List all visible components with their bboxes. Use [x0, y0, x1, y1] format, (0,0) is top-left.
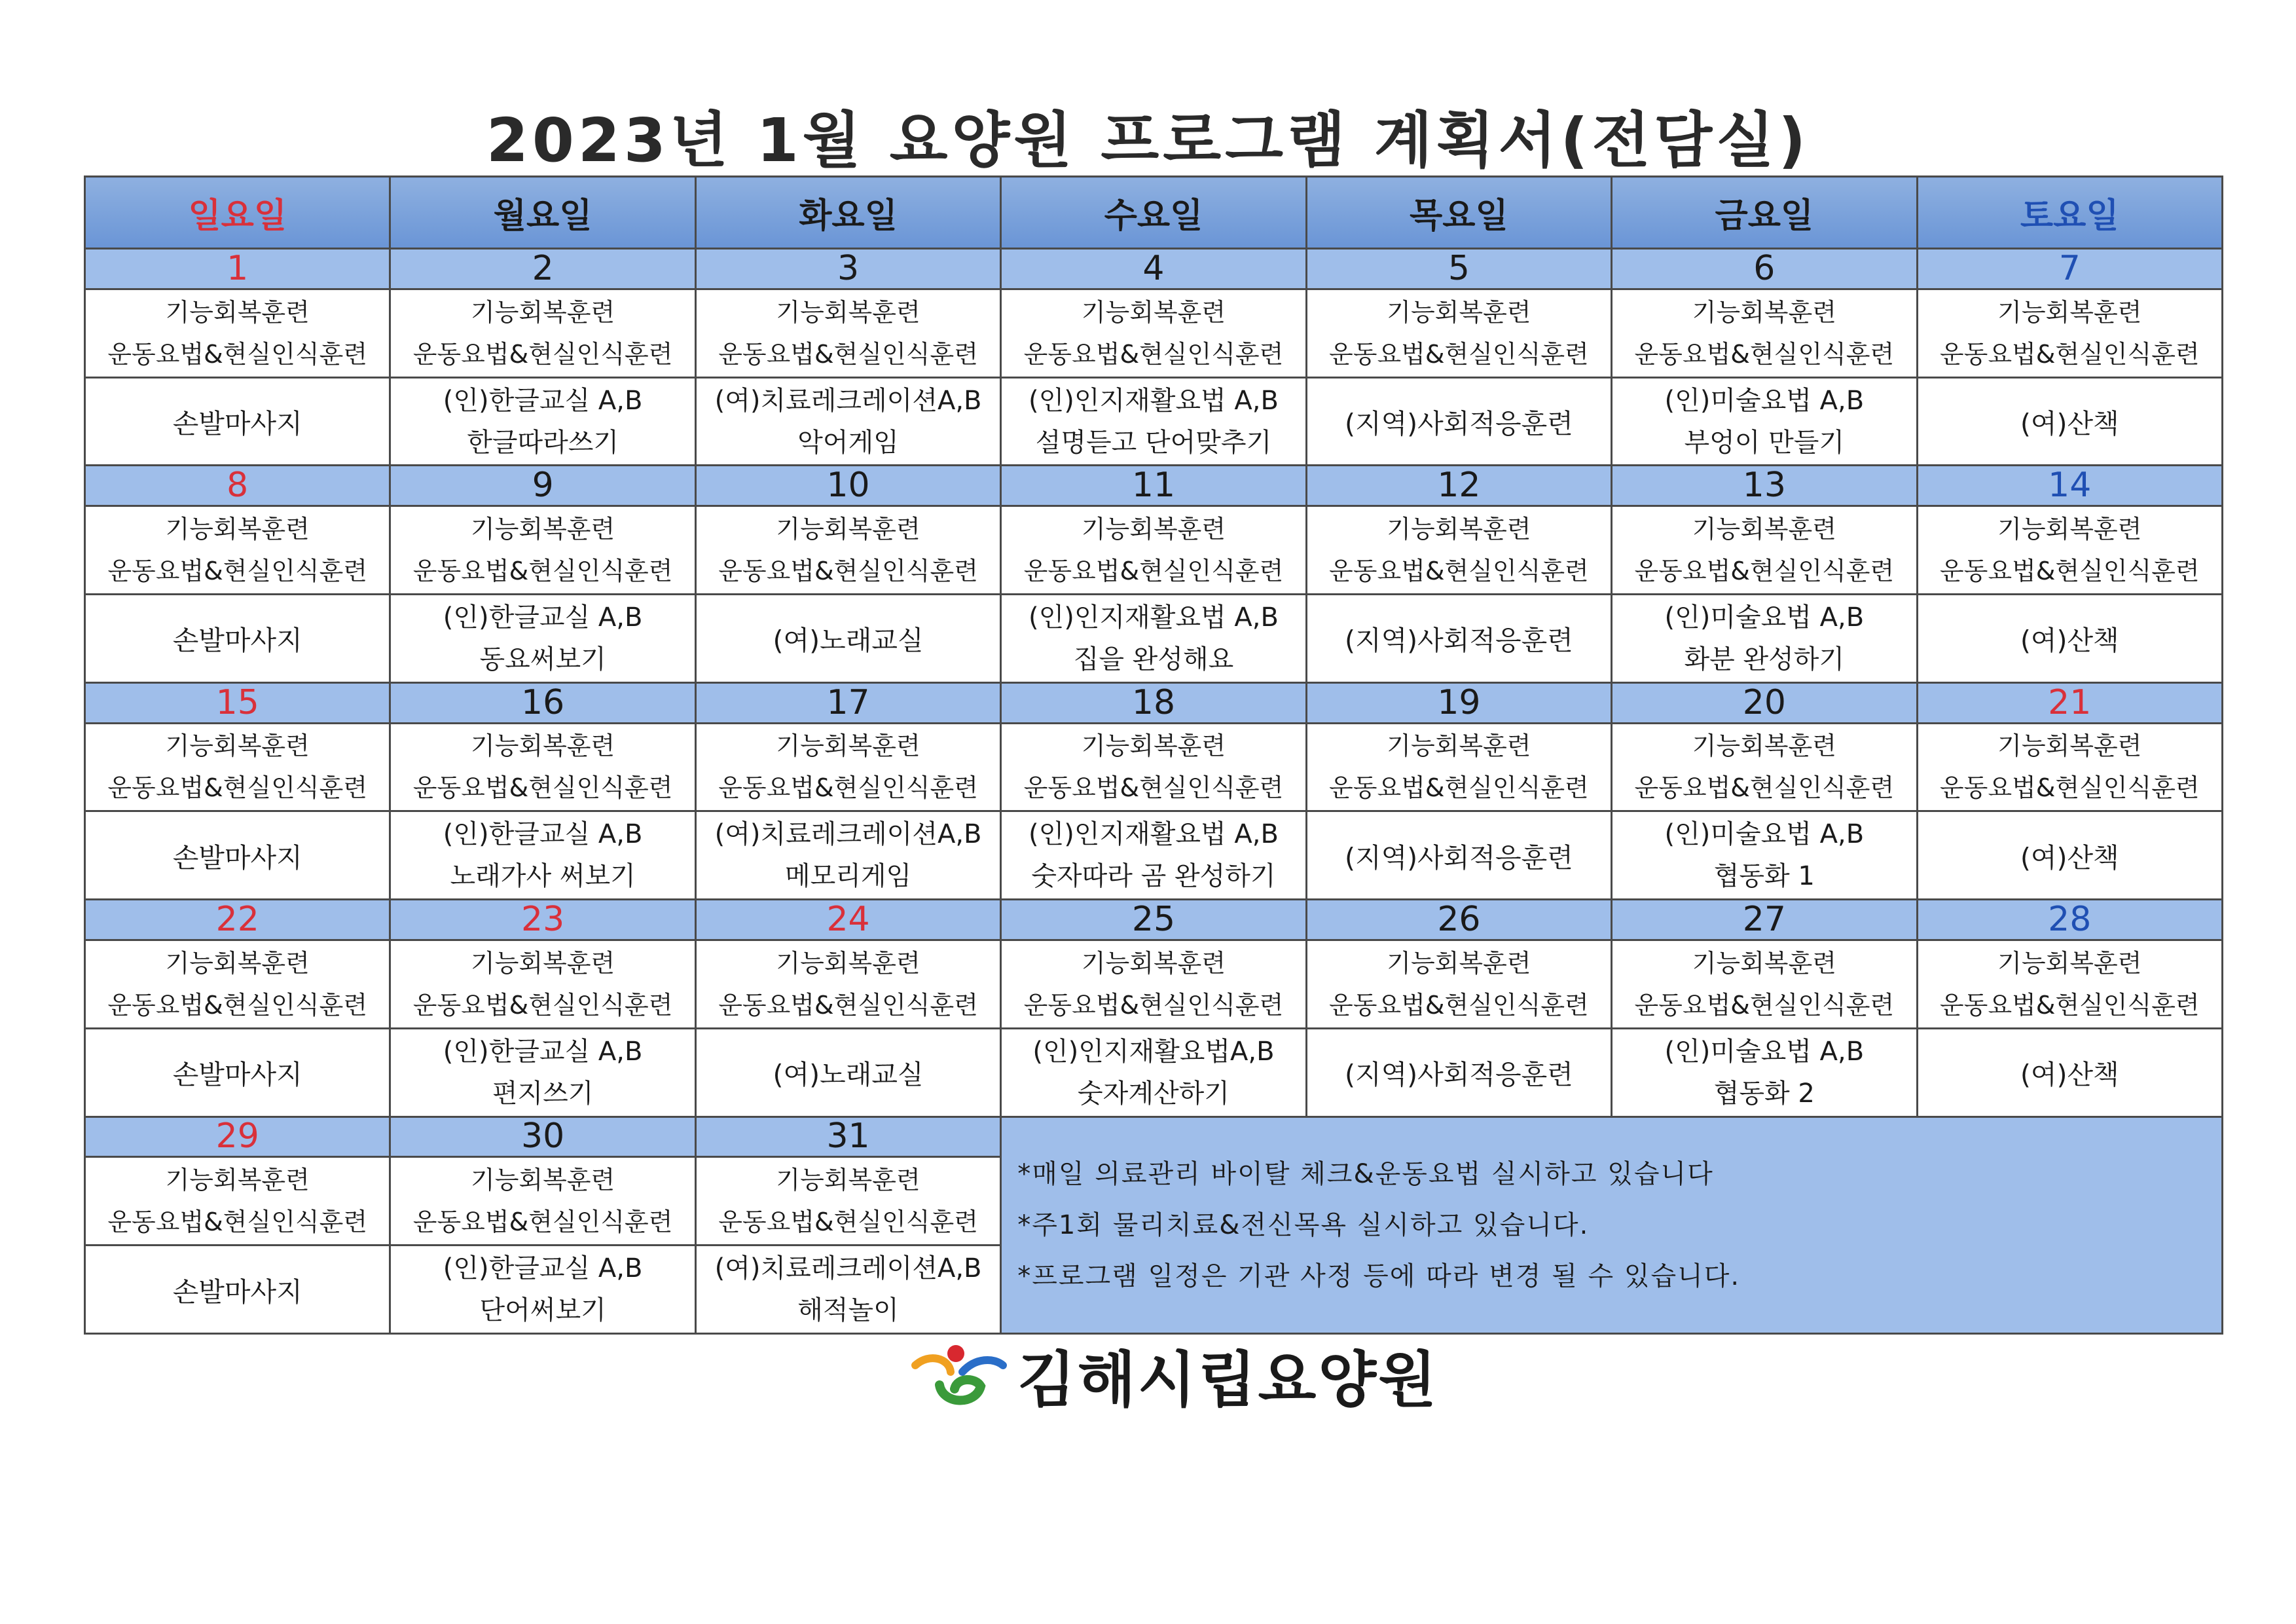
- date-number: 3: [695, 249, 1000, 289]
- common-program-cell: [1612, 723, 1917, 811]
- program-line: 운동요법&현실인식훈련: [1634, 990, 1895, 1020]
- common-program-cell: [1001, 940, 1306, 1028]
- date-number: 29: [85, 1116, 390, 1157]
- program-line: 운동요법&현실인식훈련: [107, 557, 368, 586]
- program-line: 운동요법&현실인식훈련: [1023, 339, 1284, 369]
- common-program-cell: [1001, 289, 1306, 377]
- program-line: 운동요법&현실인식훈련: [1329, 339, 1589, 369]
- date-number: 24: [695, 900, 1000, 940]
- program-title: (인)한글교실 A,B: [443, 1253, 643, 1284]
- date-number: 10: [695, 466, 1000, 506]
- program-line: 기능회복훈련: [1081, 731, 1226, 761]
- note-line: *주1회 물리치료&전신목욕 실시하고 있습니다.: [1017, 1209, 1590, 1240]
- program-cell: [85, 377, 390, 466]
- program-line: 기능회복훈련: [471, 948, 615, 978]
- date-number: 14: [1917, 466, 2222, 506]
- common-program-cell: [1612, 289, 1917, 377]
- program-detail: 협동화 2: [1713, 1078, 1815, 1109]
- date-number: 17: [695, 682, 1000, 723]
- program-title: (지역)사회적응훈련: [1344, 408, 1573, 440]
- program-cell: [390, 377, 695, 466]
- common-program-cell: [695, 723, 1000, 811]
- common-program-cell: [390, 506, 695, 595]
- program-line: 기능회복훈련: [165, 1166, 310, 1195]
- program-cell: [1612, 377, 1917, 466]
- program-title: (인)인지재활요법 A,B: [1029, 602, 1279, 633]
- date-number: 19: [1306, 682, 1611, 723]
- program-line: 운동요법&현실인식훈련: [1939, 339, 2200, 369]
- date-number: 18: [1001, 682, 1306, 723]
- date-number: 8: [85, 466, 390, 506]
- program-title: (여)산책: [2020, 408, 2119, 440]
- footer: [910, 1339, 1439, 1415]
- program-line: 운동요법&현실인식훈련: [1634, 557, 1895, 586]
- common-program-cell: [1917, 940, 2222, 1028]
- date-row: [85, 900, 2223, 940]
- program-title: (인)미술요법 A,B: [1664, 385, 1865, 416]
- program-cell: [695, 377, 1000, 466]
- program-line: 운동요법&현실인식훈련: [718, 990, 978, 1020]
- program-title: (인)미술요법 A,B: [1664, 602, 1865, 633]
- program-detail: 편지쓰기: [492, 1078, 594, 1109]
- page-title: 2023년 1월 요양원 프로그램 계획서(전담실): [486, 105, 1810, 175]
- weekday-header: 목요일: [1306, 177, 1611, 249]
- program-line: 운동요법&현실인식훈련: [1634, 339, 1895, 369]
- common-program-row: [85, 506, 2223, 595]
- program-cell: [1917, 595, 2222, 683]
- program-title: (인)한글교실 A,B: [443, 1036, 643, 1067]
- common-program-cell: [695, 289, 1000, 377]
- program-title: (여)치료레크레이션A,B: [714, 385, 982, 416]
- common-program-row: [85, 940, 2223, 1028]
- program-detail: 집을 완성해요: [1073, 644, 1234, 674]
- common-program-cell: [1917, 506, 2222, 595]
- program-cell: [1001, 1028, 1306, 1116]
- date-number: 12: [1306, 466, 1611, 506]
- program-line: 기능회복훈련: [1692, 297, 1836, 327]
- program-detail: 숫자따라 곰 완성하기: [1031, 861, 1276, 892]
- program-line: 운동요법&현실인식훈련: [718, 339, 978, 369]
- program-cell: [1306, 1028, 1611, 1116]
- date-number: 28: [1917, 900, 2222, 940]
- program-cell: [695, 1246, 1000, 1334]
- program-detail: 화분 완성하기: [1684, 644, 1845, 674]
- program-title: (인)한글교실 A,B: [443, 819, 643, 850]
- program-line: 기능회복훈련: [776, 1166, 920, 1195]
- program-line: 운동요법&현실인식훈련: [107, 990, 368, 1020]
- program-line: 운동요법&현실인식훈련: [718, 557, 978, 586]
- common-program-cell: [1306, 506, 1611, 595]
- program-line: 기능회복훈련: [1387, 515, 1531, 544]
- program-cell: [1001, 811, 1306, 900]
- common-program-cell: [1306, 289, 1611, 377]
- program-line: 기능회복훈련: [1997, 297, 2142, 327]
- program-line: 운동요법&현실인식훈련: [1023, 557, 1284, 586]
- program-title: (여)치료레크레이션A,B: [714, 1253, 982, 1284]
- program-cell: [1612, 595, 1917, 683]
- program-title: (지역)사회적응훈련: [1344, 1059, 1573, 1091]
- common-program-cell: [85, 940, 390, 1028]
- program-title: (여)치료레크레이션A,B: [714, 819, 982, 850]
- program-cell: [1612, 811, 1917, 900]
- program-title: (여)노래교실: [773, 1059, 924, 1091]
- program-row: [85, 1028, 2223, 1116]
- program-line: 기능회복훈련: [776, 948, 920, 978]
- program-cell: [85, 595, 390, 683]
- date-number: 25: [1001, 900, 1306, 940]
- program-row: [85, 811, 2223, 900]
- program-title: 손발마사지: [172, 841, 302, 874]
- date-row: [85, 1116, 2223, 1157]
- program-detail: 악어게임: [797, 427, 899, 458]
- program-cell: [85, 1028, 390, 1116]
- common-program-cell: [390, 1157, 695, 1246]
- program-row: [85, 377, 2223, 466]
- date-number: 27: [1612, 900, 1917, 940]
- program-cell: [1306, 377, 1611, 466]
- program-line: 기능회복훈련: [165, 297, 310, 327]
- common-program-cell: [1001, 723, 1306, 811]
- program-title: (인)한글교실 A,B: [443, 385, 643, 416]
- program-cell: [1917, 1028, 2222, 1116]
- program-title: (여)산책: [2020, 1059, 2119, 1091]
- program-detail: 부엉이 만들기: [1684, 427, 1845, 458]
- date-number: 11: [1001, 466, 1306, 506]
- program-title: (인)인지재활요법 A,B: [1029, 385, 1279, 416]
- program-cell: [390, 811, 695, 900]
- program-title: (인)인지재활요법 A,B: [1029, 819, 1279, 850]
- weekday-header: 일요일: [85, 177, 390, 249]
- program-line: 운동요법&현실인식훈련: [107, 773, 368, 803]
- date-number: 21: [1917, 682, 2222, 723]
- program-detail: 설명듣고 단어맞추기: [1035, 427, 1272, 458]
- common-program-row: [85, 289, 2223, 377]
- program-cell: [1306, 595, 1611, 683]
- program-line: 기능회복훈련: [471, 297, 615, 327]
- weekday-header: 월요일: [390, 177, 695, 249]
- program-cell: [1917, 811, 2222, 900]
- program-line: 운동요법&현실인식훈련: [718, 773, 978, 803]
- program-cell: [695, 811, 1000, 900]
- common-program-cell: [390, 723, 695, 811]
- program-line: 기능회복훈련: [1387, 297, 1531, 327]
- program-line: 운동요법&현실인식훈련: [412, 339, 673, 369]
- program-detail: 한글따라쓰기: [467, 427, 619, 458]
- date-number: 9: [390, 466, 695, 506]
- date-number: 7: [1917, 249, 2222, 289]
- program-detail: 단어써보기: [479, 1295, 606, 1326]
- program-title: (지역)사회적응훈련: [1344, 625, 1573, 657]
- program-line: 기능회복훈련: [1692, 731, 1836, 761]
- date-number: 20: [1612, 682, 1917, 723]
- program-line: 운동요법&현실인식훈련: [1023, 773, 1284, 803]
- program-line: 기능회복훈련: [471, 515, 615, 544]
- program-line: 운동요법&현실인식훈련: [1939, 990, 2200, 1020]
- org-name: 김해시립요양원: [1017, 1345, 1439, 1415]
- program-cell: [390, 595, 695, 683]
- date-row: [85, 249, 2223, 289]
- program-detail: 노래가사 써보기: [450, 861, 636, 892]
- date-number: 22: [85, 900, 390, 940]
- date-row: [85, 466, 2223, 506]
- program-detail: 동요써보기: [479, 644, 606, 674]
- common-program-cell: [1612, 506, 1917, 595]
- program-title: (여)산책: [2020, 841, 2119, 874]
- program-line: 운동요법&현실인식훈련: [107, 339, 368, 369]
- program-line: 기능회복훈련: [1081, 297, 1226, 327]
- common-program-cell: [1306, 940, 1611, 1028]
- common-program-cell: [85, 289, 390, 377]
- common-program-cell: [390, 940, 695, 1028]
- program-line: 기능회복훈련: [471, 1166, 615, 1195]
- common-program-cell: [1001, 506, 1306, 595]
- program-line: 운동요법&현실인식훈련: [1329, 990, 1589, 1020]
- program-detail: 해적놀이: [797, 1295, 899, 1326]
- common-program-row: [85, 723, 2223, 811]
- program-line: 운동요법&현실인식훈련: [718, 1208, 978, 1237]
- date-number: 26: [1306, 900, 1611, 940]
- program-line: 운동요법&현실인식훈련: [1023, 990, 1284, 1020]
- program-line: 기능회복훈련: [1387, 731, 1531, 761]
- program-cell: [695, 1028, 1000, 1116]
- program-line: 기능회복훈련: [1692, 515, 1836, 544]
- program-line: 기능회복훈련: [165, 731, 310, 761]
- program-line: 운동요법&현실인식훈련: [412, 773, 673, 803]
- program-line: 기능회복훈련: [1997, 948, 2142, 978]
- common-program-cell: [85, 723, 390, 811]
- program-line: 운동요법&현실인식훈련: [1329, 557, 1589, 586]
- program-line: 운동요법&현실인식훈련: [1939, 773, 2200, 803]
- date-number: 13: [1612, 466, 1917, 506]
- program-row: [85, 595, 2223, 683]
- weekday-header: 수요일: [1001, 177, 1306, 249]
- program-line: 기능회복훈련: [471, 731, 615, 761]
- weekday-header-row: [85, 177, 2223, 249]
- program-line: 기능회복훈련: [1387, 948, 1531, 978]
- program-cell: [1001, 377, 1306, 466]
- program-line: 기능회복훈련: [776, 297, 920, 327]
- program-line: 운동요법&현실인식훈련: [1939, 557, 2200, 586]
- program-line: 기능회복훈련: [1692, 948, 1836, 978]
- program-title: 손발마사지: [172, 1276, 302, 1308]
- program-line: 운동요법&현실인식훈련: [412, 557, 673, 586]
- program-line: 기능회복훈련: [1081, 515, 1226, 544]
- program-detail: 메모리게임: [784, 861, 912, 892]
- program-cell: [1306, 811, 1611, 900]
- program-cell: [390, 1246, 695, 1334]
- program-line: 기능회복훈련: [165, 948, 310, 978]
- common-program-cell: [1917, 289, 2222, 377]
- program-line: 운동요법&현실인식훈련: [412, 1208, 673, 1237]
- common-program-cell: [390, 289, 695, 377]
- program-cell: [390, 1028, 695, 1116]
- weekday-header: 토요일: [1917, 177, 2222, 249]
- date-number: 5: [1306, 249, 1611, 289]
- program-title: (여)노래교실: [773, 625, 924, 657]
- program-title: (여)산책: [2020, 625, 2119, 657]
- weekday-header: 금요일: [1612, 177, 1917, 249]
- common-program-cell: [85, 506, 390, 595]
- program-cell: [1612, 1028, 1917, 1116]
- common-program-cell: [695, 506, 1000, 595]
- common-program-cell: [1306, 723, 1611, 811]
- date-number: 6: [1612, 249, 1917, 289]
- program-cell: [85, 1246, 390, 1334]
- program-title: (지역)사회적응훈련: [1344, 841, 1573, 874]
- date-number: 4: [1001, 249, 1306, 289]
- program-title: (인)인지재활요법A,B: [1032, 1036, 1275, 1067]
- program-line: 기능회복훈련: [1081, 948, 1226, 978]
- program-line: 기능회복훈련: [165, 515, 310, 544]
- program-title: (인)한글교실 A,B: [443, 602, 643, 633]
- program-title: 손발마사지: [172, 625, 302, 657]
- common-program-cell: [85, 1157, 390, 1246]
- common-program-cell: [1917, 723, 2222, 811]
- weekday-header: 화요일: [695, 177, 1000, 249]
- program-line: 기능회복훈련: [776, 515, 920, 544]
- program-line: 운동요법&현실인식훈련: [1329, 773, 1589, 803]
- common-program-cell: [695, 940, 1000, 1028]
- program-line: 기능회복훈련: [776, 731, 920, 761]
- program-detail: 협동화 1: [1713, 861, 1815, 892]
- program-cell: [695, 595, 1000, 683]
- program-cell: [1001, 595, 1306, 683]
- date-number: 31: [695, 1116, 1000, 1157]
- date-number: 30: [390, 1116, 695, 1157]
- program-cell: [1917, 377, 2222, 466]
- date-number: 23: [390, 900, 695, 940]
- program-detail: 숫자계산하기: [1078, 1078, 1230, 1109]
- date-number: 16: [390, 682, 695, 723]
- calendar-table: [84, 175, 2223, 1335]
- common-program-cell: [1612, 940, 1917, 1028]
- program-line: 운동요법&현실인식훈련: [107, 1208, 368, 1237]
- notes-cell: [1001, 1116, 2223, 1333]
- program-line: 기능회복훈련: [1997, 515, 2142, 544]
- note-line: *매일 의료관리 바이탈 체크&운동요법 실시하고 있습니다: [1017, 1158, 1714, 1189]
- org-logo-icon: [910, 1339, 1008, 1411]
- common-program-cell: [695, 1157, 1000, 1246]
- program-line: 운동요법&현실인식훈련: [1634, 773, 1895, 803]
- date-number: 2: [390, 249, 695, 289]
- program-title: (인)미술요법 A,B: [1664, 819, 1865, 850]
- date-number: 1: [85, 249, 390, 289]
- date-number: 15: [85, 682, 390, 723]
- program-title: 손발마사지: [172, 1059, 302, 1091]
- date-row: [85, 682, 2223, 723]
- program-cell: [85, 811, 390, 900]
- program-title: 손발마사지: [172, 408, 302, 440]
- program-line: 기능회복훈련: [1997, 731, 2142, 761]
- note-line: *프로그램 일정은 기관 사정 등에 따라 변경 될 수 있습니다.: [1017, 1261, 1741, 1291]
- program-title: (인)미술요법 A,B: [1664, 1036, 1865, 1067]
- program-line: 운동요법&현실인식훈련: [412, 990, 673, 1020]
